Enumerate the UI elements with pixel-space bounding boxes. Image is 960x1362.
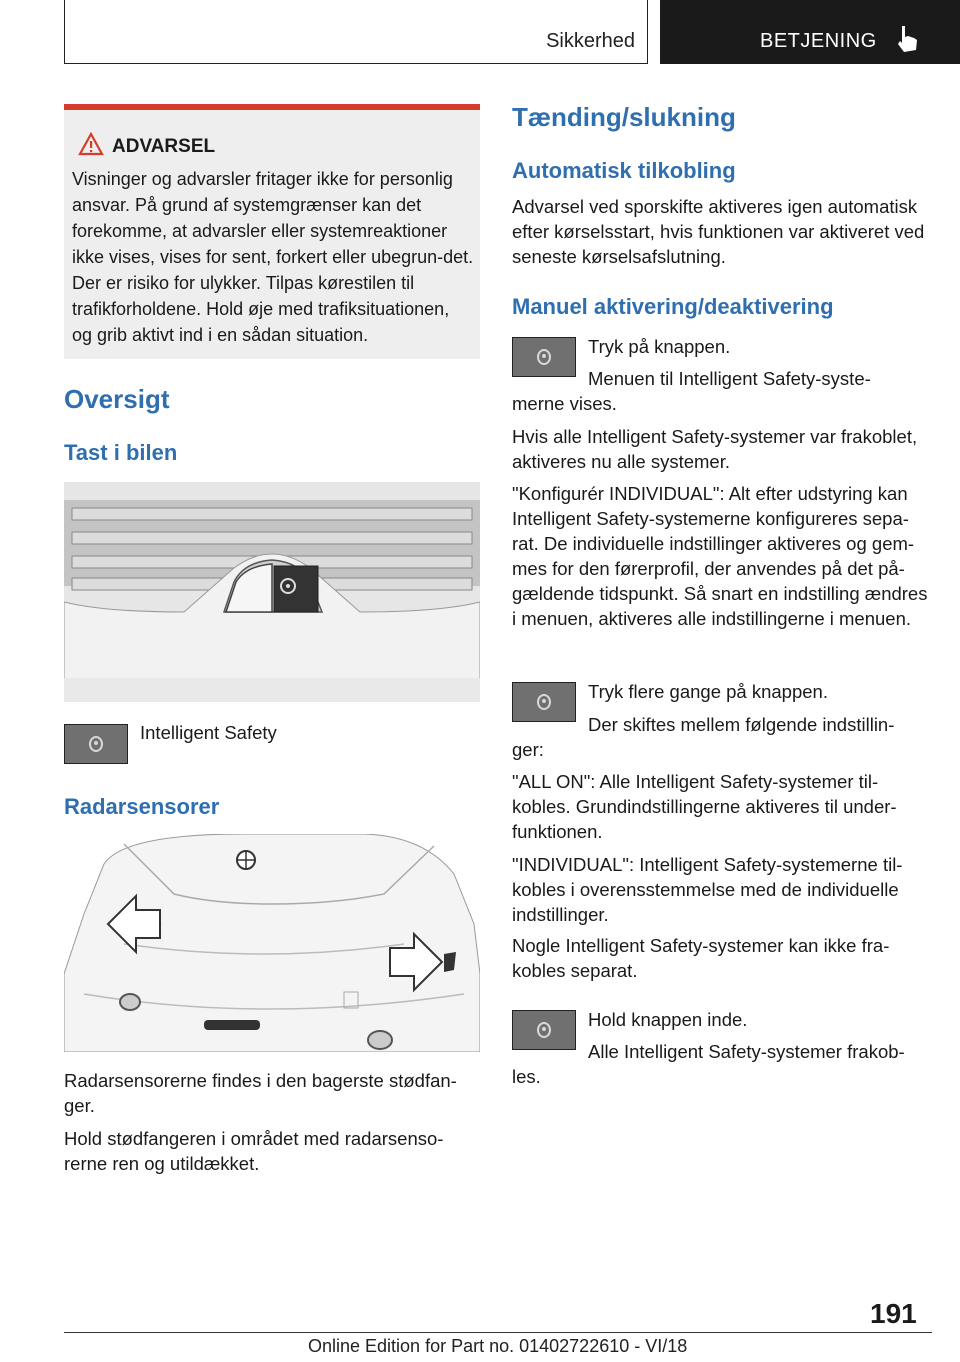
all-on-text: "ALL ON": Alle Intelligent Safety-systemer til-kobles. Grundindstillingerne aktiveres til under-funktionen. [512, 771, 897, 842]
heading-radar-wrap [64, 794, 480, 820]
radar-text-1-wrap [64, 1068, 480, 1118]
configure-wrap [512, 481, 932, 631]
car-rear-radar-illustration [64, 834, 480, 1052]
radar-text-1: Radarsensorerne findes i den bagerste stødfan-ger. [64, 1070, 457, 1116]
button-caption: Intelligent Safety [140, 722, 277, 743]
all-off-wrap [512, 424, 932, 474]
automatic-text: Advarsel ved sporskifte aktiveres igen automatisk efter kørselsstart, hvis funktionen var aktiveret ved seneste kørselsafslutning. [512, 196, 925, 267]
step1-line-b: Menuen til Intelligent Safety-syste- [588, 368, 871, 389]
header-chapter-title: BETJENING [760, 30, 877, 52]
heading-main-wrap [512, 102, 932, 133]
header-section-title: Sikkerhed [546, 30, 635, 52]
all-off-text: Hvis alle Intelligent Safety-systemer var frakoblet, aktiveres nu alle systemer. [512, 426, 918, 472]
configure-text: "Konfigurér INDIVIDUAL": Alt efter udstyring kan Intelligent Safety-systemerne konfigureres sepa-rat. De individuelle indstillinger aktiveres og gem-mes for den førerprofil, der anvendes på det på-gældende tidspunkt. Så snart en indstilling ændres i menuen, aktiveres alle indstillingerne i menuen. [512, 483, 928, 629]
page-number: 191 [870, 1298, 917, 1329]
step2-button-icon [512, 682, 576, 722]
step3-line-c: les. [512, 1066, 541, 1087]
individual-wrap [512, 852, 932, 927]
footer-divider [64, 1332, 932, 1333]
step3-line-b: Alle Intelligent Safety-systemer frakob- [588, 1041, 905, 1062]
some-systems-text: Nogle Intelligent Safety-systemer kan ikke fra-kobles separat. [512, 935, 890, 981]
header-chapter-tab [660, 0, 960, 64]
heading-button-wrap [64, 440, 480, 466]
step2-line-c: ger: [512, 739, 544, 760]
heading-automatic: Automatisk tilkobling [512, 158, 736, 183]
heading-manual: Manuel aktivering/deaktivering [512, 294, 834, 319]
auto-text-wrap [512, 194, 932, 269]
warning-box [64, 104, 480, 359]
step1-line-a: Tryk på knappen. [588, 336, 731, 357]
some-systems-wrap [512, 933, 932, 983]
heading-button-in-car: Tast i bilen [64, 440, 178, 465]
heading-ignition: Tænding/slukning [512, 102, 736, 132]
step1-button-icon [512, 337, 576, 377]
footer-edition: Online Edition for Part no. 01402722610 - VI/18 [308, 1336, 688, 1356]
radar-text-2-wrap [64, 1126, 480, 1176]
step2-line-b: Der skiftes mellem følgende indstillin- [588, 714, 895, 735]
heading-auto-wrap [512, 158, 932, 184]
all-on-wrap [512, 769, 932, 844]
warning-text: Visninger og advarsler fritager ikke for personlig ansvar. På grund af systemgrænser kan det forekomme, at advarsler eller systemreaktioner ikke vises, vises for sent, forkert eller ubegrun-det. Der er risiko for ulykker. Tilpas kørestilen til trafikforholdene. Hold øje med trafiksituationen, og grib aktivt ind i en sådan situation. [72, 169, 474, 345]
warning-triangle-icon [78, 132, 104, 156]
step1-line-c: merne vises. [512, 393, 617, 414]
dashboard-button-illustration [64, 482, 480, 702]
radar-text-2: Hold stødfangeren i området med radarsenso-rerne ren og utildækket. [64, 1128, 444, 1174]
warning-title: ADVARSEL [112, 136, 216, 157]
step3-button-icon [512, 1010, 576, 1050]
intelligent-safety-button-icon [64, 724, 128, 764]
heading-manual-wrap [512, 294, 932, 320]
header-section-box [64, 0, 648, 64]
step3-line-a: Hold knappen inde. [588, 1009, 748, 1030]
step2-line-a: Tryk flere gange på knappen. [588, 681, 828, 702]
heading-radar-sensors: Radarsensorer [64, 794, 220, 819]
heading-overview-wrap [64, 384, 480, 415]
individual-text: "INDIVIDUAL": Intelligent Safety-systemerne til-kobles i overensstemmelse med de individuelle indstillinger. [512, 854, 903, 925]
heading-overview: Oversigt [64, 384, 170, 414]
pointing-hand-icon [894, 24, 920, 54]
